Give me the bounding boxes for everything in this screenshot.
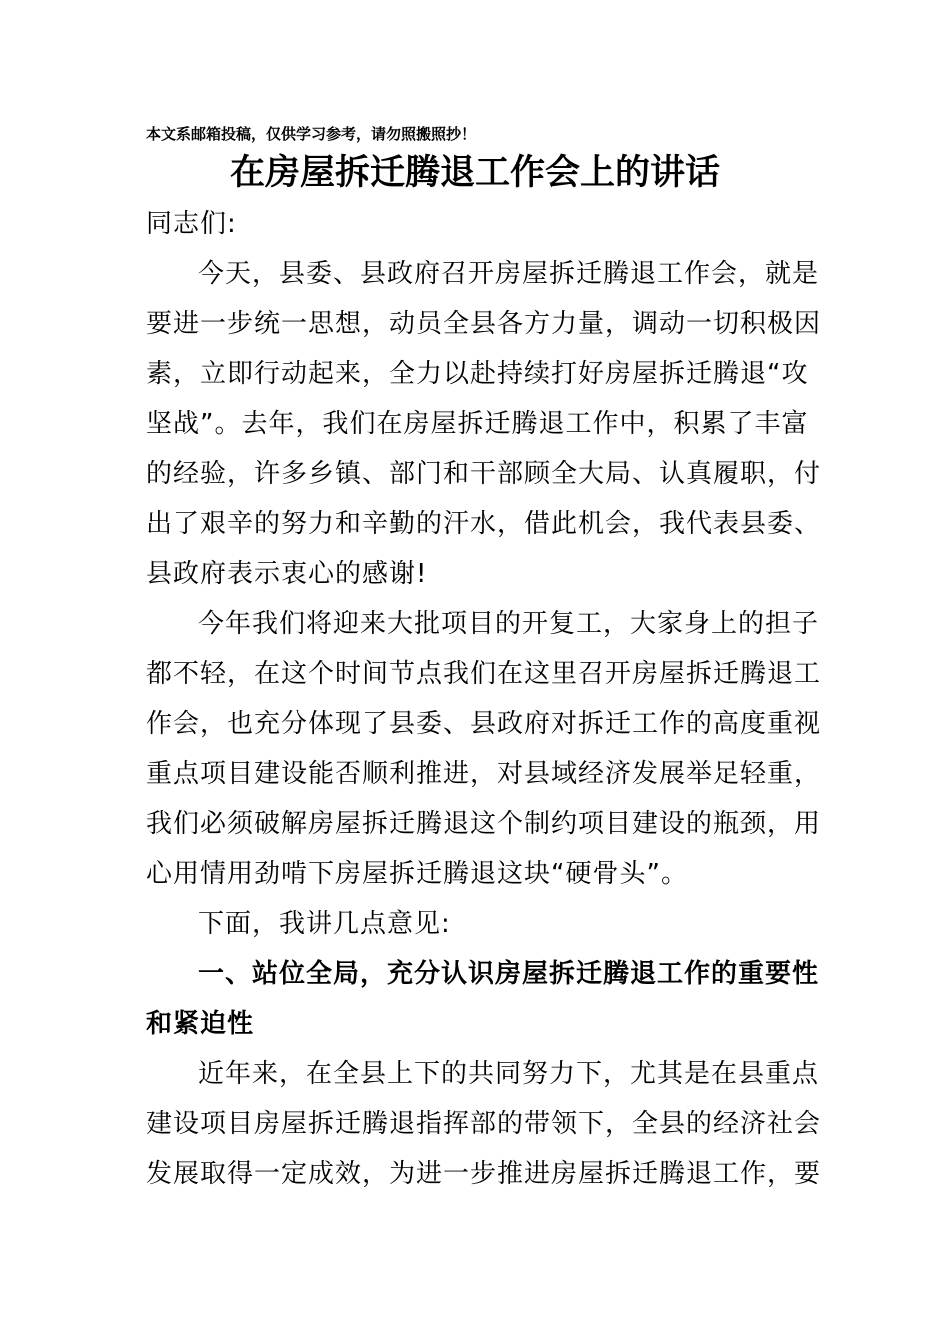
paragraph-line: 素，立即行动起来，全力以赴持续打好房屋拆迁腾退“攻 [146,359,809,389]
paragraph-line: 都不轻，在这个时间节点我们在这里召开房屋拆迁腾退工 [146,659,822,689]
paragraph-line: 今年我们将迎来大批项目的开复工，大家身上的担子 [198,609,820,639]
section-heading-1 [146,949,820,1049]
paragraph-line: 重点项目建设能否顺利推进，对县域经济发展举足轻重， [146,759,822,789]
paragraph-line: 坚战”。去年，我们在房屋拆迁腾退工作中，积累了丰富 [146,409,809,439]
submission-notice: 本文系邮箱投稿，仅供学习参考，请勿照搬照抄！ [146,125,477,143]
paragraph-line: 县政府表示衷心的感谢! [146,559,428,589]
paragraph-line: 心用情用劲啃下房屋拆迁腾退这块“硬骨头”。 [146,859,688,889]
salutation: 同志们: [146,209,237,239]
paragraph-line: 近年来，在全县上下的共同努力下，尤其是在县重点 [198,1059,820,1089]
paragraph-3: 下面，我讲几点意见: [198,909,451,939]
paragraph-2 [146,599,822,899]
paragraph-4 [146,1049,822,1199]
paragraph-line: 今天，县委、县政府召开房屋拆迁腾退工作会，就是 [198,259,820,289]
paragraph-line: 出了艰辛的努力和辛勤的汗水，借此机会，我代表县委、 [146,509,822,539]
document-body [146,199,822,1199]
document-title: 在房屋拆迁腾退工作会上的讲话 [229,152,720,193]
paragraph-line: 的经验，许多乡镇、部门和干部顾全大局、认真履职，付 [146,459,822,489]
paragraph-1 [146,249,822,599]
paragraph-line: 我们必须破解房屋拆迁腾退这个制约项目建设的瓶颈，用 [146,809,822,839]
paragraph-line: 作会，也充分体现了县委、县政府对拆迁工作的高度重视 [146,709,822,739]
paragraph-line: 建设项目房屋拆迁腾退指挥部的带领下，全县的经济社会 [146,1109,822,1139]
heading-line: 和紧迫性 [146,1009,255,1039]
paragraph-line: 要进一步统一思想，动员全县各方力量，调动一切积极因 [146,309,822,339]
paragraph-line: 发展取得一定成效，为进一步推进房屋拆迁腾退工作，要 [146,1159,822,1189]
heading-line: 一、站位全局，充分认识房屋拆迁腾退工作的重要性 [198,959,820,989]
